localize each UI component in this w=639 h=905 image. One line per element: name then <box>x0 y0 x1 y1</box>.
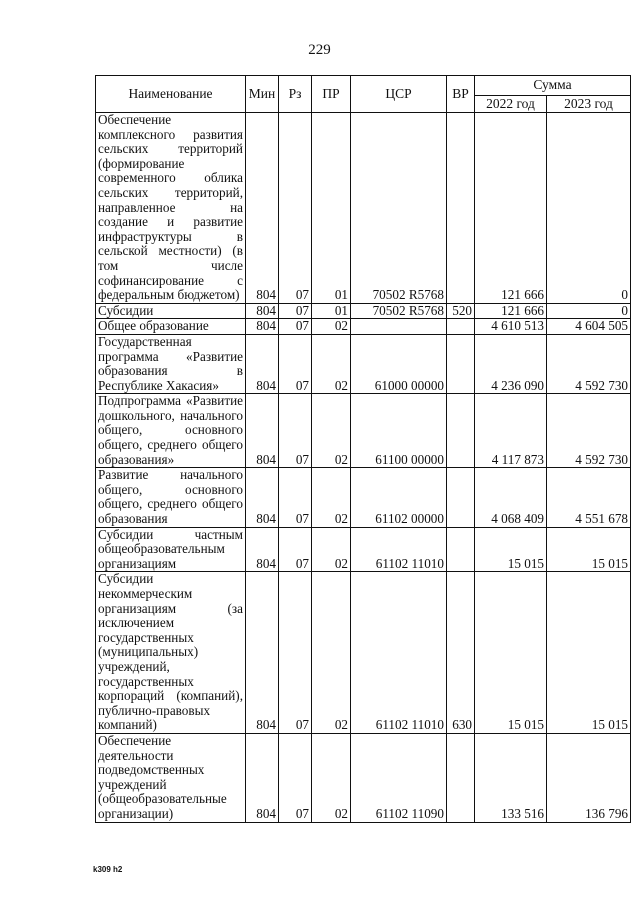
row-sum-2022: 4 117 873 <box>475 394 547 468</box>
row-csr: 61100 00000 <box>351 394 447 468</box>
row-name: Обеспечение деятельности подведомственных учреждений (общеобразовательные организации) <box>96 733 246 822</box>
row-sum-2023: 15 015 <box>547 527 631 572</box>
table-row <box>96 733 631 822</box>
row-sum-2023: 4 604 505 <box>547 319 631 335</box>
row-csr: 61102 00000 <box>351 468 447 527</box>
table-row <box>96 303 631 319</box>
row-sum-2023: 0 <box>547 113 631 304</box>
page-number: 229 <box>308 42 331 58</box>
row-name: Субсидии некоммерческим организациям (за исключением государственных (муниципальных) учреждений, государственных корпораций (компаний), публично-правовых компаний) <box>96 572 246 734</box>
row-pr: 02 <box>312 527 351 572</box>
header-name: Наименование <box>96 76 246 113</box>
row-pr: 02 <box>312 319 351 335</box>
table-row <box>96 527 631 572</box>
row-min: 804 <box>246 527 279 572</box>
header-vr: ВР <box>447 76 475 113</box>
table-row <box>96 113 631 304</box>
row-rz: 07 <box>279 733 312 822</box>
row-csr: 61102 11090 <box>351 733 447 822</box>
row-min: 804 <box>246 572 279 734</box>
row-csr: 70502 R5768 <box>351 113 447 304</box>
row-name: Субсидии частным общеобразовательным организациям <box>96 527 246 572</box>
row-name: Развитие начального общего, основного общего, среднего общего образования <box>96 468 246 527</box>
row-pr: 02 <box>312 468 351 527</box>
row-sum-2022: 4 236 090 <box>475 334 547 393</box>
row-pr: 02 <box>312 334 351 393</box>
row-vr <box>447 394 475 468</box>
row-csr: 70502 R5768 <box>351 303 447 319</box>
row-pr: 02 <box>312 394 351 468</box>
row-rz: 07 <box>279 572 312 734</box>
row-sum-2023: 4 592 730 <box>547 394 631 468</box>
row-name: Субсидии <box>96 303 246 319</box>
table-row <box>96 319 631 335</box>
row-min: 804 <box>246 319 279 335</box>
row-vr <box>447 468 475 527</box>
row-pr: 01 <box>312 113 351 304</box>
row-vr <box>447 527 475 572</box>
row-min: 804 <box>246 303 279 319</box>
header-min: Мин <box>246 76 279 113</box>
header-csr: ЦСР <box>351 76 447 113</box>
row-name: Общее образование <box>96 319 246 335</box>
row-csr <box>351 319 447 335</box>
row-sum-2023: 4 551 678 <box>547 468 631 527</box>
row-vr <box>447 733 475 822</box>
row-rz: 07 <box>279 394 312 468</box>
row-min: 804 <box>246 113 279 304</box>
row-name: Государственная программа «Развитие образования в Республике Хакасия» <box>96 334 246 393</box>
row-min: 804 <box>246 394 279 468</box>
row-vr <box>447 334 475 393</box>
row-pr: 02 <box>312 733 351 822</box>
header-pr: ПР <box>312 76 351 113</box>
row-name: Обеспечение комплексного развития сельских территорий (формирование современного облика сельских территорий, направленное на создание и развитие инфраструктуры в сельской местности) (в том числе софинансирование с федеральным бюджетом) <box>96 113 246 304</box>
row-pr: 02 <box>312 572 351 734</box>
row-sum-2022: 121 666 <box>475 113 547 304</box>
row-vr <box>447 319 475 335</box>
table-row <box>96 468 631 527</box>
row-rz: 07 <box>279 319 312 335</box>
row-rz: 07 <box>279 527 312 572</box>
row-sum-2022: 15 015 <box>475 572 547 734</box>
header-rz: Рз <box>279 76 312 113</box>
row-sum-2023: 4 592 730 <box>547 334 631 393</box>
budget-table <box>95 75 631 823</box>
footer-code: k309 h2 <box>93 865 123 874</box>
row-csr: 61102 11010 <box>351 572 447 734</box>
row-rz: 07 <box>279 334 312 393</box>
row-sum-2022: 121 666 <box>475 303 547 319</box>
table-row <box>96 394 631 468</box>
row-min: 804 <box>246 334 279 393</box>
header-sum: Сумма <box>475 76 631 96</box>
row-vr <box>447 113 475 304</box>
row-sum-2023: 0 <box>547 303 631 319</box>
row-rz: 07 <box>279 113 312 304</box>
row-name: Подпрограмма «Развитие дошкольного, начального общего, основного общего, среднего общего образования» <box>96 394 246 468</box>
table-row <box>96 334 631 393</box>
row-sum-2022: 15 015 <box>475 527 547 572</box>
table-row <box>96 572 631 734</box>
row-rz: 07 <box>279 303 312 319</box>
row-csr: 61102 11010 <box>351 527 447 572</box>
row-sum-2023: 136 796 <box>547 733 631 822</box>
row-sum-2022: 4 068 409 <box>475 468 547 527</box>
header-year-2023: 2023 год <box>547 96 631 113</box>
row-vr: 630 <box>447 572 475 734</box>
row-rz: 07 <box>279 468 312 527</box>
row-sum-2023: 15 015 <box>547 572 631 734</box>
row-sum-2022: 133 516 <box>475 733 547 822</box>
header-year-2022: 2022 год <box>475 96 547 113</box>
row-pr: 01 <box>312 303 351 319</box>
row-csr: 61000 00000 <box>351 334 447 393</box>
row-sum-2022: 4 610 513 <box>475 319 547 335</box>
row-min: 804 <box>246 733 279 822</box>
row-vr: 520 <box>447 303 475 319</box>
row-min: 804 <box>246 468 279 527</box>
